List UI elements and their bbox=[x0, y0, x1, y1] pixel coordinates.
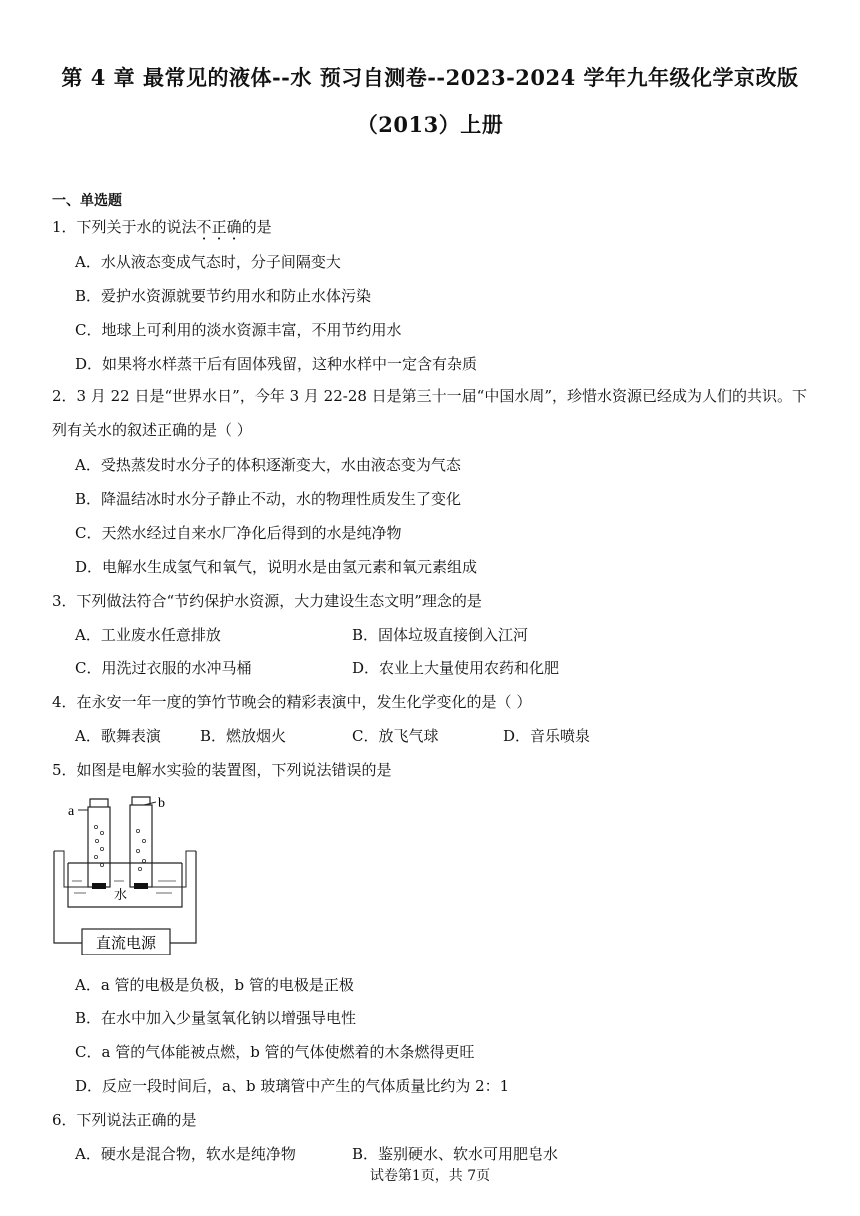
page-footer: 试卷第1页，共 7页 bbox=[369, 1168, 491, 1184]
question-3-stem: 3．下列做法符合“节约保护水资源，大力建设生态文明”理念的是 bbox=[52, 592, 482, 610]
question-5-option-d[interactable]: D．反应一段时间后，a、b 玻璃管中产生的气体质量比约为 2：1 bbox=[75, 1077, 510, 1095]
question-4-option-b[interactable]: B．燃放烟火 bbox=[200, 727, 287, 745]
section-heading: 一、单选题 bbox=[52, 193, 122, 209]
question-5-option-c[interactable]: C．a 管的气体能被点燃，b 管的气体使燃着的木条燃得更旺 bbox=[75, 1043, 475, 1061]
question-2-option-d[interactable]: D．电解水生成氢气和氧气，说明水是由氢元素和氧元素组成 bbox=[75, 558, 478, 576]
question-6-option-a[interactable]: A．硬水是混合物，软水是纯净物 bbox=[75, 1145, 296, 1163]
page-title-line2: （2013）上册 bbox=[356, 112, 504, 137]
question-4-option-d[interactable]: D．音乐喷泉 bbox=[503, 727, 591, 745]
question-4-stem: 4．在永安一年一度的笋竹节晚会的精彩表演中，发生化学变化的是（ ） bbox=[52, 693, 532, 711]
power-supply-label: 直流电源 bbox=[95, 934, 157, 952]
tube-a bbox=[88, 807, 110, 887]
emphasis-char: 不 bbox=[196, 218, 212, 236]
wire-right bbox=[170, 851, 196, 943]
question-2-stem: 2．3 月 22 日是“世界水日”，今年 3 月 22-28 日是第三十一届“中国水周”，珍惜水资源已经成为人们的共识。下列有关水的叙述正确的是（ ） bbox=[52, 387, 808, 439]
electrode-b bbox=[134, 883, 148, 889]
question-4-option-a[interactable]: A．歌舞表演 bbox=[75, 727, 161, 745]
question-1-stem bbox=[52, 216, 272, 237]
question-4-option-c[interactable]: C．放飞气球 bbox=[352, 727, 439, 745]
electrolysis-diagram bbox=[52, 795, 202, 955]
question-3-option-a[interactable]: A．工业废水任意排放 bbox=[75, 626, 221, 644]
question-1-text: 1．下列关于水的说法 bbox=[52, 218, 197, 236]
tube-label-b: b bbox=[158, 796, 165, 811]
question-1-option-c[interactable]: C．地球上可利用的淡水资源丰富，不用节约用水 bbox=[75, 321, 402, 339]
wire-left-inner bbox=[54, 851, 92, 887]
question-5-stem: 5．如图是电解水实验的装置图，下列说法错误的是 bbox=[52, 761, 392, 779]
question-1-option-d[interactable]: D．如果将水样蒸干后有固体残留，这种水样中一定含有杂质 bbox=[75, 355, 478, 373]
tube-a-top bbox=[90, 799, 108, 807]
electrolysis-apparatus-figure bbox=[52, 795, 202, 959]
wire-right-inner bbox=[148, 851, 196, 887]
water-label: 水 bbox=[114, 888, 128, 903]
question-2-option-a[interactable]: A．受热蒸发时水分子的体积逐渐变大，水由液态变为气态 bbox=[75, 456, 461, 474]
emphasis-char: 确 bbox=[226, 218, 242, 236]
question-3-option-c[interactable]: C．用洗过衣服的水冲马桶 bbox=[75, 659, 252, 677]
question-1-text-end: 的是 bbox=[241, 218, 272, 236]
tube-b bbox=[130, 805, 152, 887]
tube-label-a: a bbox=[68, 804, 75, 819]
question-1-option-b[interactable]: B．爱护水资源就要节约用水和防止水体污染 bbox=[75, 287, 372, 305]
question-6-stem: 6．下列说法正确的是 bbox=[52, 1111, 197, 1129]
question-6-option-b[interactable]: B．鉴别硬水、软水可用肥皂水 bbox=[352, 1145, 559, 1163]
question-1-option-a[interactable]: A．水从液态变成气态时，分子间隔变大 bbox=[75, 253, 341, 271]
question-3-option-d[interactable]: D．农业上大量使用农药和化肥 bbox=[352, 659, 560, 677]
question-5-option-a[interactable]: A．a 管的电极是负极，b 管的电极是正极 bbox=[75, 976, 354, 994]
electrode-a bbox=[92, 883, 106, 889]
question-2-option-c[interactable]: C．天然水经过自来水厂净化后得到的水是纯净物 bbox=[75, 524, 402, 542]
question-2-option-b[interactable]: B．降温结冰时水分子静止不动，水的物理性质发生了变化 bbox=[75, 490, 462, 508]
page-title: 第 4 章 最常见的液体--水 预习自测卷--2023-2024 学年九年级化学京改版 bbox=[61, 65, 799, 90]
question-5-option-b[interactable]: B．在水中加入少量氢氧化钠以增强导电性 bbox=[75, 1009, 357, 1027]
question-3-option-b[interactable]: B．固体垃圾直接倒入江河 bbox=[352, 626, 529, 644]
emphasis-char: 正 bbox=[211, 218, 227, 236]
